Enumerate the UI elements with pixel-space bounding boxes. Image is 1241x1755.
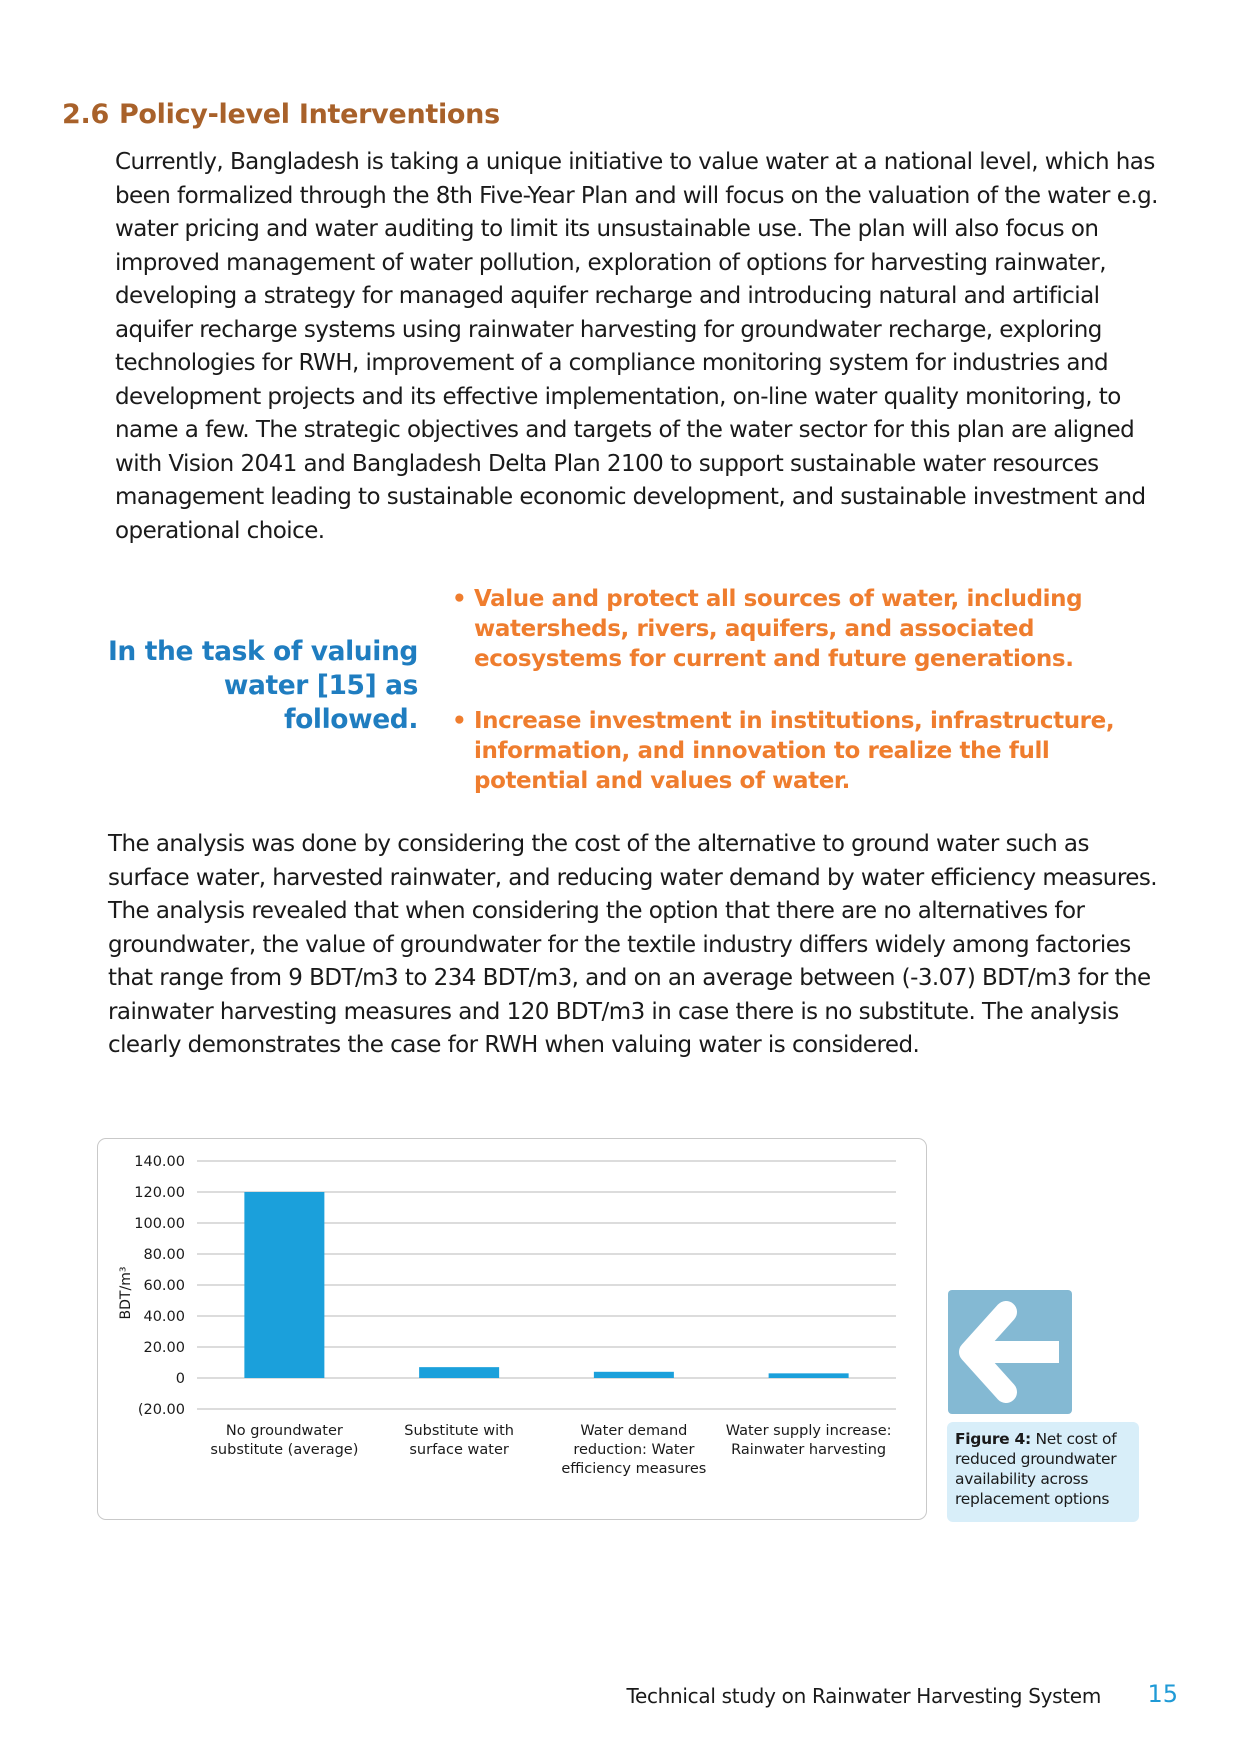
figure-caption bbox=[947, 1422, 1139, 1522]
bar-chart-frame bbox=[97, 1138, 927, 1520]
x-tick-label: Rainwater harvesting bbox=[731, 1442, 887, 1458]
bar bbox=[769, 1373, 849, 1378]
y-tick-label: 20.00 bbox=[143, 1340, 185, 1356]
bullet-glyph: • bbox=[452, 586, 467, 612]
y-tick-label: 80.00 bbox=[143, 1247, 185, 1263]
bar bbox=[594, 1372, 674, 1378]
callout-bullet-item bbox=[452, 706, 1132, 796]
section-heading bbox=[62, 99, 500, 130]
y-tick-label: 140.00 bbox=[134, 1154, 185, 1170]
figure-label: Figure 4: bbox=[955, 1430, 1031, 1448]
y-tick-label: 60.00 bbox=[143, 1278, 185, 1294]
intro-paragraph: Currently, Bangladesh is taking a unique initiative to value water at a national level, which has been formalized through the 8th Five-Year Plan and will focus on the valuation of the water e.g. water pricing and water auditing to limit its unsustainable use. The plan will also focus on improved management of water pollution, exploration of options for harvesting rainwater, developing a strategy for managed aquifer recharge and introducing natural and artificial aquifer recharge systems using rainwater harvesting for groundwater recharge, exploring technologies for RWH, improvement of a compliance monitoring system for industries and development projects and its effective implementation, on-line water quality monitoring, to name a few. The strategic objectives and targets of the water sector for this plan are aligned with Vision 2041 and Bangladesh Delta Plan 2100 to support sustainable water resources management leading to sustainable economic development, and sustainable investment and operational choice. bbox=[115, 149, 1158, 544]
bullet-glyph: • bbox=[452, 708, 467, 734]
callout-lead: In the task of valuing water [15] as followed. bbox=[107, 636, 418, 735]
x-tick-label: surface water bbox=[409, 1442, 509, 1458]
x-tick-label: efficiency measures bbox=[561, 1461, 707, 1477]
x-tick-label: reduction: Water bbox=[573, 1442, 695, 1458]
x-tick-label: Substitute with bbox=[404, 1423, 514, 1439]
bar bbox=[244, 1192, 324, 1378]
y-tick-label: 100.00 bbox=[134, 1216, 185, 1232]
callout-bullet-item bbox=[452, 584, 1132, 674]
arrow-left-icon bbox=[948, 1290, 1072, 1414]
y-tick-label: 40.00 bbox=[143, 1309, 185, 1325]
y-tick-label: 0 bbox=[175, 1371, 185, 1387]
y-tick-label: (20.00 bbox=[137, 1402, 185, 1418]
figure-icon-tile bbox=[948, 1290, 1072, 1414]
page-number: 15 bbox=[1147, 1680, 1178, 1708]
x-tick-label: Water demand bbox=[580, 1423, 688, 1439]
section-number: 2.6 bbox=[62, 99, 109, 130]
bar-chart bbox=[98, 1139, 928, 1521]
bar bbox=[419, 1367, 499, 1378]
x-tick-label: Water supply increase: bbox=[725, 1423, 892, 1439]
callout-bullet-text: Increase investment in institutions, infrastructure, information, and innovation to realize the full potential and values of water. bbox=[474, 708, 1115, 794]
analysis-paragraph: The analysis was done by considering the cost of the alternative to ground water such as surface water, harvested rainwater, and reducing water demand by water efficiency measures. The analysis revealed that when considering the option that there are no alternatives for groundwater, the value of groundwater for the textile industry differs widely among factories that range from 9 BDT/m3 to 234 BDT/m3, and on an average between (-3.07) BDT/m3 for the rainwater harvesting measures and 120 BDT/m3 in case there is no substitute. The analysis clearly demonstrates the case for RWH when valuing water is considered. bbox=[108, 831, 1158, 1058]
y-axis-label: BDT/m³ bbox=[118, 1266, 134, 1320]
x-tick-label: No groundwater bbox=[225, 1423, 343, 1439]
y-tick-label: 120.00 bbox=[134, 1185, 185, 1201]
x-tick-label: substitute (average) bbox=[210, 1442, 359, 1458]
callout-bullet-list bbox=[452, 584, 1132, 828]
footer-title: Technical study on Rainwater Harvesting System bbox=[626, 1684, 1101, 1708]
page-footer bbox=[520, 1682, 1180, 1712]
figure-caption-text: Net cost of reduced groundwater availability across replacement options bbox=[955, 1430, 1117, 1508]
section-title: Policy-level Interventions bbox=[118, 99, 500, 130]
callout-bullet-text: Value and protect all sources of water, including watersheds, rivers, aquifers, and associated ecosystems for current and future generations. bbox=[474, 586, 1083, 672]
